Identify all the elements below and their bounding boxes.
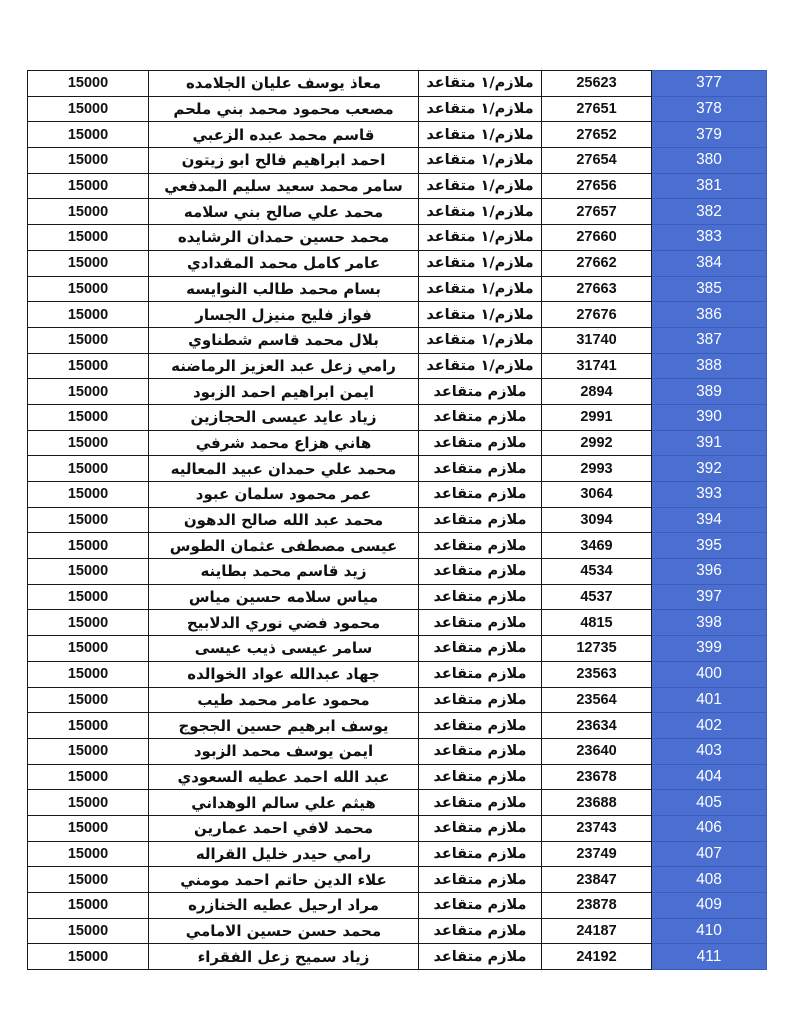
amount-cell: 15000 bbox=[28, 96, 149, 122]
name-cell: يوسف ابرهيم حسين الججوج bbox=[149, 713, 419, 739]
table-row bbox=[28, 96, 767, 122]
name-cell: محمد علي صالح بني سلامه bbox=[149, 199, 419, 225]
rank-cell: ملازم متقاعد bbox=[419, 404, 542, 430]
table-row bbox=[28, 302, 767, 328]
sequence-number-cell: 389 bbox=[652, 379, 767, 405]
rank-cell: ملازم/١ متقاعد bbox=[419, 250, 542, 276]
amount-cell: 15000 bbox=[28, 199, 149, 225]
military-number-cell: 24192 bbox=[542, 944, 652, 970]
rank-cell: ملازم/١ متقاعد bbox=[419, 199, 542, 225]
name-cell: عيسى مصطفى عثمان الطوس bbox=[149, 533, 419, 559]
amount-cell: 15000 bbox=[28, 764, 149, 790]
sequence-number-cell: 408 bbox=[652, 867, 767, 893]
sequence-number-cell: 401 bbox=[652, 687, 767, 713]
rank-cell: ملازم/١ متقاعد bbox=[419, 353, 542, 379]
military-number-cell: 23688 bbox=[542, 790, 652, 816]
name-cell: رامي زعل عبد العزيز الرماضنه bbox=[149, 353, 419, 379]
amount-cell: 15000 bbox=[28, 71, 149, 97]
rank-cell: ملازم/١ متقاعد bbox=[419, 302, 542, 328]
amount-cell: 15000 bbox=[28, 225, 149, 251]
name-cell: محمد حسن حسين الامامي bbox=[149, 918, 419, 944]
rank-cell: ملازم/١ متقاعد bbox=[419, 173, 542, 199]
sequence-number-cell: 385 bbox=[652, 276, 767, 302]
table-row bbox=[28, 738, 767, 764]
amount-cell: 15000 bbox=[28, 302, 149, 328]
military-number-cell: 27676 bbox=[542, 302, 652, 328]
table-row bbox=[28, 404, 767, 430]
amount-cell: 15000 bbox=[28, 122, 149, 148]
name-cell: محمد عبد الله صالح الدهون bbox=[149, 507, 419, 533]
name-cell: مصعب محمود محمد بني ملحم bbox=[149, 96, 419, 122]
military-number-cell: 25623 bbox=[542, 71, 652, 97]
amount-cell: 15000 bbox=[28, 559, 149, 585]
rank-cell: ملازم متقاعد bbox=[419, 533, 542, 559]
military-number-cell: 27652 bbox=[542, 122, 652, 148]
rank-cell: ملازم/١ متقاعد bbox=[419, 276, 542, 302]
military-number-cell: 27662 bbox=[542, 250, 652, 276]
name-cell: علاء الدين حاتم احمد مومني bbox=[149, 867, 419, 893]
military-number-cell: 12735 bbox=[542, 636, 652, 662]
sequence-number-cell: 387 bbox=[652, 327, 767, 353]
rank-cell: ملازم/١ متقاعد bbox=[419, 327, 542, 353]
amount-cell: 15000 bbox=[28, 713, 149, 739]
table-row bbox=[28, 456, 767, 482]
military-number-cell: 23564 bbox=[542, 687, 652, 713]
rank-cell: ملازم متقاعد bbox=[419, 764, 542, 790]
retirees-table bbox=[27, 70, 767, 970]
amount-cell: 15000 bbox=[28, 918, 149, 944]
sequence-number-cell: 391 bbox=[652, 430, 767, 456]
table-row bbox=[28, 584, 767, 610]
amount-cell: 15000 bbox=[28, 533, 149, 559]
sequence-number-cell: 381 bbox=[652, 173, 767, 199]
table-row bbox=[28, 199, 767, 225]
military-number-cell: 3469 bbox=[542, 533, 652, 559]
military-number-cell: 2991 bbox=[542, 404, 652, 430]
amount-cell: 15000 bbox=[28, 661, 149, 687]
amount-cell: 15000 bbox=[28, 841, 149, 867]
rank-cell: ملازم متقاعد bbox=[419, 610, 542, 636]
amount-cell: 15000 bbox=[28, 867, 149, 893]
rank-cell: ملازم متقاعد bbox=[419, 687, 542, 713]
sequence-number-cell: 393 bbox=[652, 482, 767, 508]
sequence-number-cell: 378 bbox=[652, 96, 767, 122]
sequence-number-cell: 399 bbox=[652, 636, 767, 662]
table-row bbox=[28, 661, 767, 687]
military-number-cell: 23634 bbox=[542, 713, 652, 739]
amount-cell: 15000 bbox=[28, 815, 149, 841]
rank-cell: ملازم متقاعد bbox=[419, 636, 542, 662]
rank-cell: ملازم متقاعد bbox=[419, 790, 542, 816]
table-row bbox=[28, 225, 767, 251]
sequence-number-cell: 377 bbox=[652, 71, 767, 97]
table-row bbox=[28, 944, 767, 970]
table-row bbox=[28, 815, 767, 841]
sequence-number-cell: 409 bbox=[652, 893, 767, 919]
military-number-cell: 3064 bbox=[542, 482, 652, 508]
military-number-cell: 27660 bbox=[542, 225, 652, 251]
table-row bbox=[28, 841, 767, 867]
military-number-cell: 27656 bbox=[542, 173, 652, 199]
sequence-number-cell: 394 bbox=[652, 507, 767, 533]
sequence-number-cell: 396 bbox=[652, 559, 767, 585]
table-row bbox=[28, 713, 767, 739]
name-cell: هيثم علي سالم الوهداني bbox=[149, 790, 419, 816]
rank-cell: ملازم متقاعد bbox=[419, 430, 542, 456]
sequence-number-cell: 411 bbox=[652, 944, 767, 970]
table-row bbox=[28, 173, 767, 199]
sequence-number-cell: 384 bbox=[652, 250, 767, 276]
amount-cell: 15000 bbox=[28, 893, 149, 919]
sequence-number-cell: 407 bbox=[652, 841, 767, 867]
table-row bbox=[28, 327, 767, 353]
name-cell: عبد الله احمد عطيه السعودي bbox=[149, 764, 419, 790]
name-cell: معاذ يوسف عليان الجلامده bbox=[149, 71, 419, 97]
rank-cell: ملازم متقاعد bbox=[419, 738, 542, 764]
sequence-number-cell: 397 bbox=[652, 584, 767, 610]
military-number-cell: 2992 bbox=[542, 430, 652, 456]
name-cell: هاني هزاع محمد شرفي bbox=[149, 430, 419, 456]
amount-cell: 15000 bbox=[28, 276, 149, 302]
amount-cell: 15000 bbox=[28, 944, 149, 970]
table-row bbox=[28, 533, 767, 559]
rank-cell: ملازم متقاعد bbox=[419, 584, 542, 610]
amount-cell: 15000 bbox=[28, 404, 149, 430]
military-number-cell: 27657 bbox=[542, 199, 652, 225]
table-row bbox=[28, 893, 767, 919]
table-row bbox=[28, 918, 767, 944]
amount-cell: 15000 bbox=[28, 250, 149, 276]
name-cell: زياد سميح زعل الفقراء bbox=[149, 944, 419, 970]
rank-cell: ملازم متقاعد bbox=[419, 713, 542, 739]
military-number-cell: 23678 bbox=[542, 764, 652, 790]
rank-cell: ملازم متقاعد bbox=[419, 918, 542, 944]
rank-cell: ملازم متقاعد bbox=[419, 507, 542, 533]
name-cell: ايمن ابراهيم احمد الزبود bbox=[149, 379, 419, 405]
amount-cell: 15000 bbox=[28, 379, 149, 405]
name-cell: زيد قاسم محمد بطاينه bbox=[149, 559, 419, 585]
military-number-cell: 27651 bbox=[542, 96, 652, 122]
name-cell: مياس سلامه حسين مياس bbox=[149, 584, 419, 610]
sequence-number-cell: 382 bbox=[652, 199, 767, 225]
amount-cell: 15000 bbox=[28, 738, 149, 764]
sequence-number-cell: 406 bbox=[652, 815, 767, 841]
name-cell: محمد علي حمدان عبيد المعاليه bbox=[149, 456, 419, 482]
name-cell: محمد حسين حمدان الرشايده bbox=[149, 225, 419, 251]
military-number-cell: 27654 bbox=[542, 148, 652, 174]
military-number-cell: 23878 bbox=[542, 893, 652, 919]
military-number-cell: 23640 bbox=[542, 738, 652, 764]
military-number-cell: 23743 bbox=[542, 815, 652, 841]
table-row bbox=[28, 790, 767, 816]
sequence-number-cell: 388 bbox=[652, 353, 767, 379]
rank-cell: ملازم/١ متقاعد bbox=[419, 148, 542, 174]
rank-cell: ملازم متقاعد bbox=[419, 867, 542, 893]
amount-cell: 15000 bbox=[28, 482, 149, 508]
name-cell: بسام محمد طالب النوايسه bbox=[149, 276, 419, 302]
rank-cell: ملازم متقاعد bbox=[419, 661, 542, 687]
sequence-number-cell: 379 bbox=[652, 122, 767, 148]
rank-cell: ملازم متقاعد bbox=[419, 482, 542, 508]
military-number-cell: 31740 bbox=[542, 327, 652, 353]
table-row bbox=[28, 764, 767, 790]
name-cell: محمد لافي احمد عمارين bbox=[149, 815, 419, 841]
rank-cell: ملازم/١ متقاعد bbox=[419, 225, 542, 251]
amount-cell: 15000 bbox=[28, 456, 149, 482]
name-cell: عمر محمود سلمان عبود bbox=[149, 482, 419, 508]
sequence-number-cell: 386 bbox=[652, 302, 767, 328]
military-number-cell: 2993 bbox=[542, 456, 652, 482]
sequence-number-cell: 400 bbox=[652, 661, 767, 687]
sequence-number-cell: 395 bbox=[652, 533, 767, 559]
sequence-number-cell: 404 bbox=[652, 764, 767, 790]
table-row bbox=[28, 430, 767, 456]
military-number-cell: 3094 bbox=[542, 507, 652, 533]
amount-cell: 15000 bbox=[28, 687, 149, 713]
table-row bbox=[28, 636, 767, 662]
name-cell: قاسم محمد عبده الزعبي bbox=[149, 122, 419, 148]
table-row bbox=[28, 507, 767, 533]
name-cell: محمود فضي نوري الدلابيح bbox=[149, 610, 419, 636]
rank-cell: ملازم متقاعد bbox=[419, 841, 542, 867]
rank-cell: ملازم متقاعد bbox=[419, 944, 542, 970]
name-cell: فواز فليح منيزل الجسار bbox=[149, 302, 419, 328]
sequence-number-cell: 398 bbox=[652, 610, 767, 636]
table-row bbox=[28, 250, 767, 276]
amount-cell: 15000 bbox=[28, 610, 149, 636]
table-row bbox=[28, 276, 767, 302]
table-row bbox=[28, 482, 767, 508]
rank-cell: ملازم متقاعد bbox=[419, 559, 542, 585]
amount-cell: 15000 bbox=[28, 353, 149, 379]
table-row bbox=[28, 867, 767, 893]
military-number-cell: 31741 bbox=[542, 353, 652, 379]
table-row bbox=[28, 353, 767, 379]
table-row bbox=[28, 71, 767, 97]
military-number-cell: 2894 bbox=[542, 379, 652, 405]
military-number-cell: 4534 bbox=[542, 559, 652, 585]
military-number-cell: 23847 bbox=[542, 867, 652, 893]
name-cell: رامي حيدر خليل القراله bbox=[149, 841, 419, 867]
rank-cell: ملازم متقاعد bbox=[419, 456, 542, 482]
amount-cell: 15000 bbox=[28, 507, 149, 533]
sequence-number-cell: 410 bbox=[652, 918, 767, 944]
amount-cell: 15000 bbox=[28, 148, 149, 174]
rank-cell: ملازم متقاعد bbox=[419, 815, 542, 841]
military-number-cell: 4815 bbox=[542, 610, 652, 636]
name-cell: جهاد عبدالله عواد الخوالده bbox=[149, 661, 419, 687]
name-cell: سامر محمد سعيد سليم المدفعي bbox=[149, 173, 419, 199]
table-row bbox=[28, 148, 767, 174]
table-row bbox=[28, 610, 767, 636]
sequence-number-cell: 402 bbox=[652, 713, 767, 739]
name-cell: بلال محمد قاسم شطناوي bbox=[149, 327, 419, 353]
name-cell: ايمن يوسف محمد الزبود bbox=[149, 738, 419, 764]
table-row bbox=[28, 559, 767, 585]
sequence-number-cell: 405 bbox=[652, 790, 767, 816]
name-cell: عامر كامل محمد المقدادي bbox=[149, 250, 419, 276]
military-number-cell: 23749 bbox=[542, 841, 652, 867]
table-row bbox=[28, 687, 767, 713]
sequence-number-cell: 380 bbox=[652, 148, 767, 174]
name-cell: محمود عامر محمد طيب bbox=[149, 687, 419, 713]
sequence-number-cell: 403 bbox=[652, 738, 767, 764]
name-cell: سامر عيسى ذيب عيسى bbox=[149, 636, 419, 662]
amount-cell: 15000 bbox=[28, 173, 149, 199]
rank-cell: ملازم/١ متقاعد bbox=[419, 71, 542, 97]
table-body bbox=[28, 71, 767, 970]
military-number-cell: 4537 bbox=[542, 584, 652, 610]
name-cell: زياد عايد عيسى الحجازين bbox=[149, 404, 419, 430]
rank-cell: ملازم متقاعد bbox=[419, 379, 542, 405]
amount-cell: 15000 bbox=[28, 636, 149, 662]
amount-cell: 15000 bbox=[28, 327, 149, 353]
rank-cell: ملازم/١ متقاعد bbox=[419, 96, 542, 122]
name-cell: مراد ارحيل عطيه الخنازره bbox=[149, 893, 419, 919]
name-cell: احمد ابراهيم فالح ابو زيتون bbox=[149, 148, 419, 174]
amount-cell: 15000 bbox=[28, 430, 149, 456]
rank-cell: ملازم/١ متقاعد bbox=[419, 122, 542, 148]
sequence-number-cell: 383 bbox=[652, 225, 767, 251]
retirees-table-sheet bbox=[27, 70, 766, 970]
amount-cell: 15000 bbox=[28, 790, 149, 816]
military-number-cell: 27663 bbox=[542, 276, 652, 302]
table-row bbox=[28, 379, 767, 405]
table-row bbox=[28, 122, 767, 148]
rank-cell: ملازم متقاعد bbox=[419, 893, 542, 919]
sequence-number-cell: 392 bbox=[652, 456, 767, 482]
military-number-cell: 24187 bbox=[542, 918, 652, 944]
amount-cell: 15000 bbox=[28, 584, 149, 610]
sequence-number-cell: 390 bbox=[652, 404, 767, 430]
military-number-cell: 23563 bbox=[542, 661, 652, 687]
